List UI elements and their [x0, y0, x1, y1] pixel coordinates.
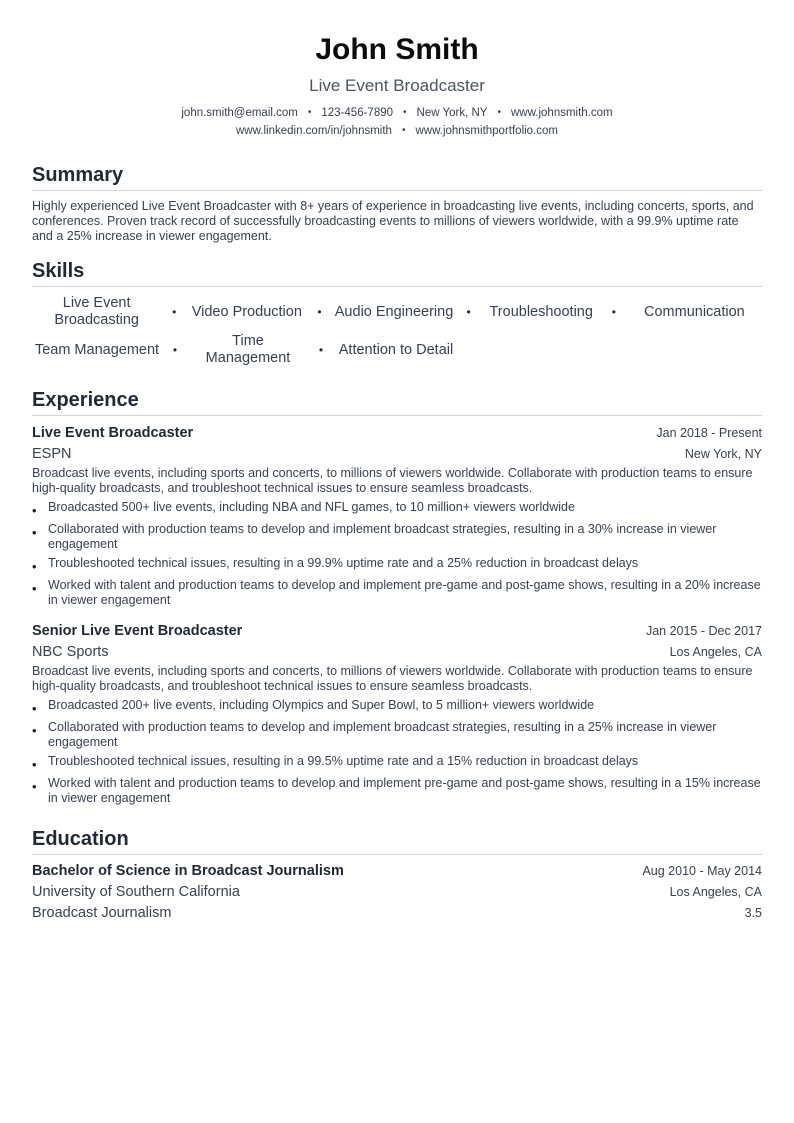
- summary-section: [32, 162, 762, 244]
- skill-item: Attention to Detail: [338, 341, 454, 358]
- skill-item: Troubleshooting: [489, 303, 593, 320]
- education-entry: [32, 861, 762, 924]
- achievement-text: Broadcasted 200+ live events, including Olympics and Super Bowl, to 5 million+ viewers worldwide: [48, 698, 595, 712]
- job-entry: [32, 424, 762, 608]
- candidate-title: Live Event Broadcaster: [309, 76, 485, 95]
- separator-dot: •: [307, 107, 312, 118]
- achievement-text: Troubleshooted technical issues, resulting in a 99.9% uptime rate and a 25% reduction in broadcast delays: [48, 556, 639, 570]
- contact-info: [32, 104, 762, 140]
- field-of-study: Broadcast Journalism: [32, 905, 172, 921]
- school-name: University of Southern California: [32, 884, 240, 900]
- gpa: 3.5: [744, 906, 762, 920]
- list-item: [32, 698, 762, 716]
- separator-dot: •: [611, 305, 616, 319]
- website-link[interactable]: www.johnsmith.com: [511, 107, 613, 119]
- separator-dot: •: [497, 107, 501, 118]
- job-entry: [32, 622, 762, 806]
- degree-name: Bachelor of Science in Broadcast Journalism: [32, 863, 344, 879]
- list-item: [32, 720, 762, 750]
- list-item: [32, 776, 762, 806]
- job-title: Live Event Broadcaster: [32, 425, 194, 441]
- skills-row-2: [32, 333, 762, 367]
- list-item: [32, 500, 762, 518]
- candidate-name: John Smith: [315, 33, 479, 66]
- bullet-icon: •: [32, 779, 37, 794]
- achievement-text: Collaborated with production teams to develop and implement broadcast strategies, resulting in a 25% increase in viewer engagement: [48, 720, 717, 749]
- summary-heading: Summary: [32, 162, 762, 191]
- education-section: [32, 826, 762, 924]
- skill-item: Team Management: [34, 341, 160, 358]
- achievement-text: Broadcasted 500+ live events, including NBA and NFL games, to 10 million+ viewers worldwide: [48, 500, 575, 514]
- bullet-icon: •: [32, 757, 37, 772]
- bullet-icon: •: [32, 525, 37, 540]
- separator-dot: •: [403, 107, 407, 118]
- bullet-icon: •: [32, 559, 37, 574]
- company-name: ESPN: [32, 446, 72, 462]
- summary-text: Highly experienced Live Event Broadcaster with 8+ years of experience in broadcasting live events, including concerts, sports, and conferences. Proven track record of successfully broadcasting events to millions of viewers worldwide, with a 99.9% uptime rate and a 25% increase in viewer engagement.: [32, 199, 754, 243]
- job-location: New York, NY: [684, 447, 762, 461]
- achievement-text: Worked with talent and production teams to develop and implement pre-game and post-game shows, resulting in a 15% increase in viewer engagement: [48, 776, 761, 805]
- list-item: [32, 556, 762, 574]
- skills-section: [32, 258, 762, 367]
- achievement-text: Worked with talent and production teams to develop and implement pre-game and post-game shows, resulting in a 20% increase in viewer engagement: [48, 578, 761, 607]
- list-item: [32, 754, 762, 772]
- list-item: [32, 578, 762, 608]
- linkedin-link[interactable]: www.linkedin.com/in/johnsmith: [236, 125, 392, 137]
- list-item: [32, 522, 762, 552]
- education-heading: Education: [32, 826, 762, 855]
- achievement-list: [32, 500, 762, 608]
- skill-item: Live Event Broadcasting: [54, 295, 139, 328]
- achievement-text: Troubleshooted technical issues, resulting in a 99.5% uptime rate and a 15% reduction in broadcast delays: [48, 754, 639, 768]
- experience-section: [32, 387, 762, 806]
- separator-dot: •: [317, 305, 322, 319]
- location: New York, NY: [416, 107, 488, 119]
- experience-heading: Experience: [32, 387, 762, 416]
- skills-heading: Skills: [32, 258, 762, 287]
- portfolio-link[interactable]: www.johnsmithportfolio.com: [415, 125, 558, 137]
- school-location: Los Angeles, CA: [669, 885, 762, 899]
- skill-item: Communication: [644, 303, 745, 320]
- job-title: Senior Live Event Broadcaster: [32, 623, 243, 639]
- skills-list: [32, 295, 762, 367]
- phone-number: 123-456-7890: [321, 107, 394, 119]
- skill-item: Audio Engineering: [334, 303, 454, 320]
- bullet-icon: •: [32, 581, 37, 596]
- skill-item: Time Management: [205, 333, 291, 366]
- company-name: NBC Sports: [32, 644, 109, 660]
- job-description: Broadcast live events, including sports and concerts, to millions of viewers worldwide. Collaborate with production teams to ensure high-quality broadcasts, and troubleshoot technical issues to ensure seamless broadcasts.: [32, 466, 753, 495]
- job-location: Los Angeles, CA: [669, 645, 762, 659]
- separator-dot: •: [172, 343, 178, 357]
- separator-dot: •: [318, 343, 324, 357]
- separator-dot: •: [172, 305, 177, 319]
- separator-dot: •: [466, 305, 471, 319]
- job-description: Broadcast live events, including sports and concerts, to millions of viewers worldwide. Collaborate with production teams to ensure high-quality broadcasts, and troubleshoot technical issues to ensure seamless broadcasts.: [32, 664, 753, 693]
- bullet-icon: •: [32, 701, 37, 716]
- contact-row-1: [32, 104, 762, 122]
- achievement-list: [32, 698, 762, 806]
- skills-row-1: [32, 295, 762, 329]
- resume-page: [32, 30, 762, 924]
- bullet-icon: •: [32, 503, 37, 518]
- email-link[interactable]: john.smith@email.com: [181, 107, 298, 119]
- job-dates: Jan 2018 - Present: [656, 426, 762, 440]
- bullet-icon: •: [32, 723, 37, 738]
- education-dates: Aug 2010 - May 2014: [642, 864, 762, 878]
- achievement-text: Collaborated with production teams to develop and implement broadcast strategies, resulting in a 30% increase in viewer engagement: [48, 522, 717, 551]
- job-dates: Jan 2015 - Dec 2017: [645, 624, 762, 638]
- contact-row-2: [32, 122, 762, 140]
- skill-item: Video Production: [191, 303, 302, 320]
- separator-dot: •: [401, 125, 406, 136]
